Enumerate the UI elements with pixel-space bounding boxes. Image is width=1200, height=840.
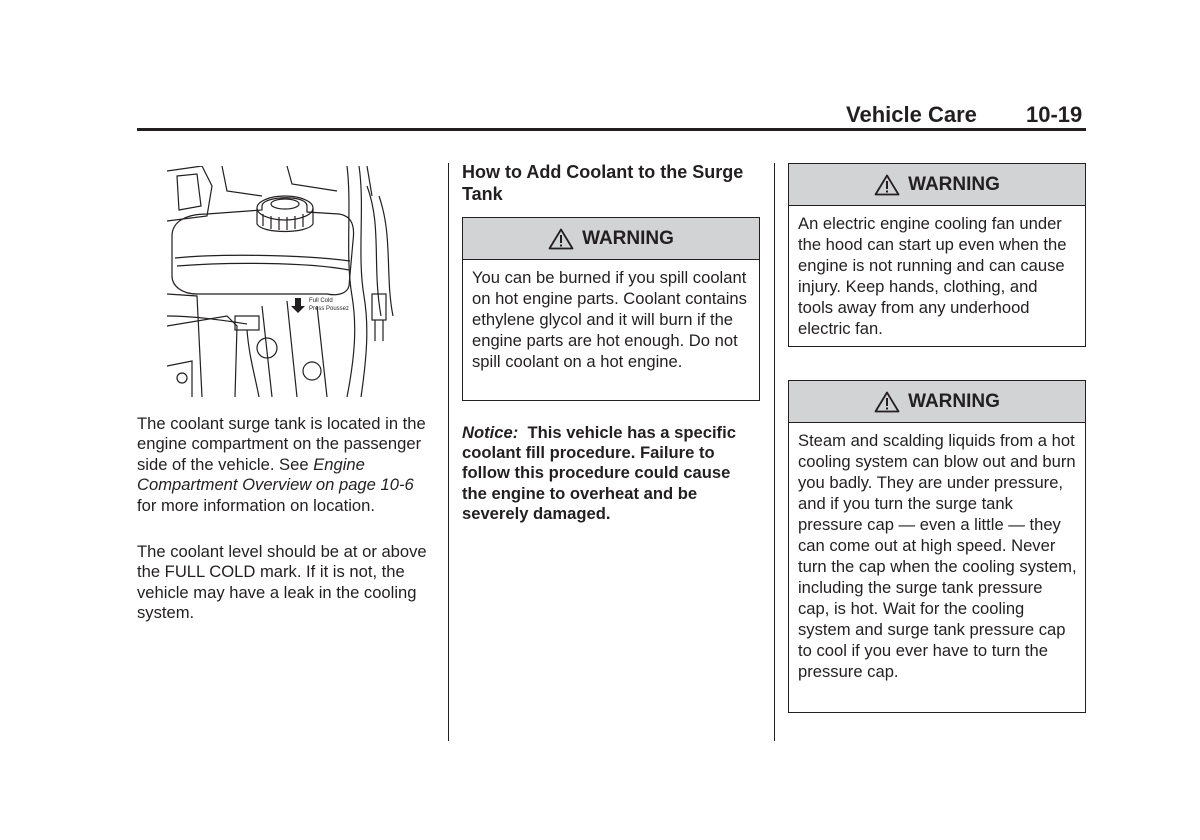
notice-text: This vehicle has a specific coolant fill procedure. Failure to follow this procedure could cause the engine to overheat and be severely damaged. <box>462 423 736 523</box>
warning-text: An electric engine cooling fan under the hood can start up even when the engine is not running and can cause injury. Keep hands, clothing, and tools away from any underhood electric fan. <box>798 214 1067 338</box>
paragraph-text: The coolant surge tank is located in the engine compartment on the passenger side of the vehicle. See <box>137 414 426 474</box>
warning-header <box>789 164 1085 206</box>
warning-box-steam <box>788 380 1086 713</box>
warning-title: WARNING <box>908 173 1000 195</box>
warning-header <box>789 381 1085 423</box>
section-heading: How to Add Coolant to the Surge Tank <box>462 162 744 204</box>
paragraph-text: for more information on location. <box>137 495 375 515</box>
warning-triangle-icon <box>548 228 574 250</box>
warning-header <box>463 218 759 260</box>
press-label: Press Poussez <box>309 306 350 312</box>
column-divider-left <box>448 163 449 741</box>
coolant-surge-tank-illustration <box>167 166 397 397</box>
column-divider-right <box>774 163 775 741</box>
notice-paragraph <box>462 423 754 524</box>
warning-text: Steam and scalding liquids from a hot cooling system can blow out and burn you badly. They are under pressure, and if you turn the surge tank pressure cap — even a little — they can come out at high speed. Never turn the cap when the cooling system, including the surge tank pressure cap, is hot. Wait for the cooling system and surge tank pressure cap to cool if you ever have to turn the pressure cap. <box>798 431 1077 681</box>
cross-reference-link[interactable]: Engine Compartment Overview on page 10-6 <box>137 454 414 495</box>
notice-label: Notice: <box>462 423 519 442</box>
surge-tank-location-paragraph <box>137 414 437 516</box>
coolant-level-paragraph: The coolant level should be at or above the FULL COLD mark. If it is not, the vehicle may have a leak in the cooling system. <box>137 542 427 623</box>
warning-title: WARNING <box>582 227 674 249</box>
header-rule <box>137 128 1086 131</box>
warning-triangle-icon <box>874 174 900 196</box>
page-number: 10-19 <box>1026 102 1083 127</box>
warning-triangle-icon <box>874 391 900 413</box>
full-cold-label: Full Cold <box>309 298 333 304</box>
warning-text: You can be burned if you spill coolant on hot engine parts. Coolant contains ethylene glycol and it will burn if the engine parts are hot enough. Do not spill coolant on a hot engine. <box>472 268 747 371</box>
warning-box-burn <box>462 217 760 401</box>
warning-box-fan <box>788 163 1086 347</box>
section-title: Vehicle Care <box>846 102 977 127</box>
warning-title: WARNING <box>908 390 1000 412</box>
